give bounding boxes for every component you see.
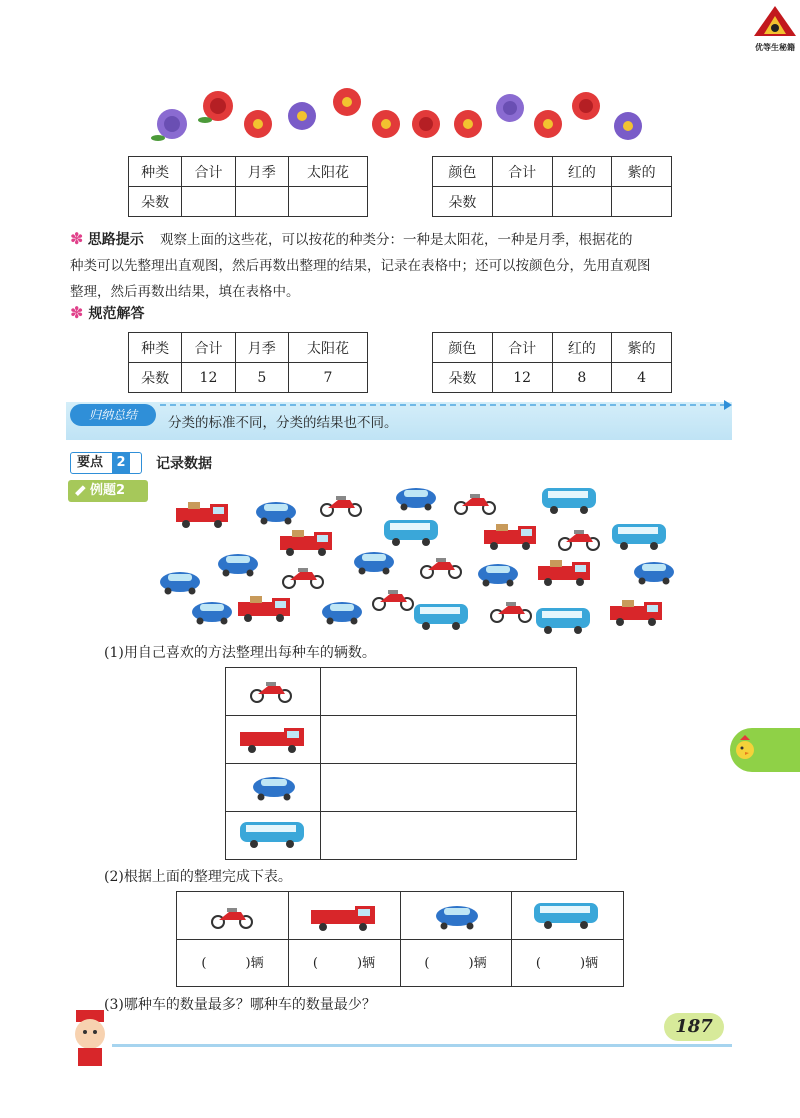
flower-red-rose: [198, 91, 233, 123]
flower-type-table: [128, 156, 368, 217]
truck-icon: [311, 900, 377, 932]
table-cell: 朵数: [433, 187, 493, 217]
car-icon: [435, 901, 479, 931]
summary-divider: [160, 404, 726, 406]
table-cell: 颜色: [433, 157, 493, 187]
motorcycle-icon: [211, 904, 255, 930]
motorcycle: [283, 568, 323, 588]
truck-icon: [240, 722, 306, 754]
car: [160, 572, 200, 595]
summary-text: 分类的标准不同，分类的结果也不同。: [168, 415, 398, 431]
table-cell: 颜色: [433, 333, 493, 363]
table-cell: 合计: [492, 157, 552, 187]
truck: [280, 530, 332, 556]
flower-red-sunflower: [333, 88, 361, 116]
logo-triangle-icon: [752, 4, 798, 38]
van: [384, 520, 438, 546]
van: [542, 488, 596, 514]
publisher-logo: [752, 4, 798, 50]
count-divider: [511, 892, 512, 986]
van: [536, 608, 590, 634]
keypoint-label: 要点: [70, 452, 142, 474]
sorting-row-line: [226, 715, 576, 716]
table-cell: 合计: [182, 157, 235, 187]
motorcycle: [559, 530, 599, 550]
flower-bullet-icon: ✽: [70, 303, 84, 322]
table-cell: 合计: [182, 333, 235, 363]
count-divider: [400, 892, 401, 986]
tip-line: 整理，然后再数出结果，填在表格中。: [70, 284, 300, 300]
car: [322, 602, 362, 625]
table-cell: 5: [235, 363, 288, 393]
sorting-row-line: [226, 763, 576, 764]
flower-bullet-icon: ✽: [70, 229, 84, 248]
tip-title: 思路提示: [87, 232, 144, 248]
van-icon: [240, 820, 306, 850]
truck: [538, 560, 590, 586]
car: [396, 488, 436, 511]
footer-line: [112, 1044, 732, 1047]
car: [192, 602, 232, 625]
count-blank[interactable]: ( )辆: [424, 956, 487, 971]
van: [414, 604, 468, 630]
table-cell[interactable]: [288, 187, 367, 217]
motorcycle: [373, 590, 413, 610]
table-cell: 红的: [552, 157, 612, 187]
truck: [238, 596, 290, 622]
truck: [610, 600, 662, 626]
flower-red-sunflower: [244, 110, 272, 138]
mascot-icon: [62, 1008, 118, 1068]
table-cell: 7: [288, 363, 367, 393]
car: [634, 562, 674, 585]
answer-type-table: [128, 332, 368, 393]
summary-label: 归纳总结: [70, 404, 156, 426]
example-label: 例题2: [68, 480, 148, 502]
page-number: 187: [664, 1013, 724, 1041]
table-cell: 太阳花: [288, 157, 367, 187]
table-cell: 8: [552, 363, 612, 393]
table-cell[interactable]: [612, 187, 672, 217]
flower-purple-rose: [496, 94, 524, 122]
motorcycle: [491, 602, 531, 622]
car-icon: [252, 772, 296, 802]
answer-color-table: [432, 332, 672, 393]
car: [256, 502, 296, 525]
motorcycle: [321, 496, 361, 516]
table-cell: 种类: [129, 333, 182, 363]
van-icon: [534, 901, 600, 931]
truck: [484, 524, 536, 550]
keypoint-title: 记录数据: [156, 456, 212, 472]
flower-purple-rose: [151, 109, 187, 141]
table-cell: 12: [492, 363, 552, 393]
table-cell: 月季: [235, 157, 288, 187]
flower-red-rose: [412, 110, 440, 138]
vehicle-scene: [160, 484, 680, 640]
tip-text: 观察上面的这些花，可以按花的种类分：一种是太阳花，一种是月季，根据花的: [160, 232, 633, 248]
table-cell: 12: [182, 363, 235, 393]
chick-icon: [734, 734, 756, 764]
car: [478, 564, 518, 587]
flower-red-sunflower: [454, 110, 482, 138]
question-2: (2)根据上面的整理完成下表。: [104, 869, 292, 885]
car: [218, 554, 258, 577]
flower-color-table: [432, 156, 672, 217]
question-3: (3)哪种车的数量最多？哪种车的数量最少？: [104, 997, 376, 1013]
count-blank[interactable]: ( )辆: [535, 956, 599, 971]
tip-paragraph: [70, 226, 730, 305]
table-cell[interactable]: [492, 187, 552, 217]
flower-red-sunflower: [534, 110, 562, 138]
motorcycle: [455, 494, 495, 514]
table-cell: 朵数: [129, 363, 182, 393]
table-cell: 红的: [552, 333, 612, 363]
count-table: [176, 891, 624, 987]
flower-red-sunflower: [372, 110, 400, 138]
count-blank[interactable]: ( )辆: [312, 956, 376, 971]
van: [612, 524, 666, 550]
question-1: (1)用自己喜欢的方法整理出每种车的辆数。: [104, 645, 376, 661]
table-cell: 朵数: [433, 363, 493, 393]
table-cell: 种类: [129, 157, 182, 187]
flower-red-rose: [572, 92, 600, 120]
flower-row: [150, 86, 650, 146]
logo-caption: 优等生秘籍: [755, 43, 795, 52]
table-cell: 合计: [492, 333, 552, 363]
flower-purple-sunflower: [288, 102, 316, 130]
car: [354, 552, 394, 575]
table-cell: 紫的: [612, 333, 672, 363]
pencil-icon: [72, 483, 88, 499]
table-cell: 太阳花: [288, 333, 367, 363]
table-cell[interactable]: [552, 187, 612, 217]
answer-heading: [70, 303, 145, 323]
table-cell: 紫的: [612, 157, 672, 187]
table-cell: 4: [612, 363, 672, 393]
tip-line: 种类可以先整理出直观图，然后再数出整理的结果，记录在表格中；还可以按颜色分，先用直观图: [70, 258, 651, 274]
truck: [176, 502, 228, 528]
table-cell[interactable]: [182, 187, 235, 217]
tip-line: [70, 226, 730, 253]
count-blank[interactable]: ( )辆: [201, 956, 264, 971]
flower-purple-sunflower: [614, 112, 642, 140]
keypoint-number: 2: [112, 452, 130, 474]
sorting-row-line: [226, 811, 576, 812]
count-divider: [288, 892, 289, 986]
motorcycle: [421, 558, 461, 578]
table-cell: 月季: [235, 333, 288, 363]
motorcycle-icon: [250, 678, 294, 704]
sorting-grid: [225, 667, 577, 860]
table-cell: 朵数: [129, 187, 182, 217]
table-cell[interactable]: [235, 187, 288, 217]
answer-title: 规范解答: [88, 306, 145, 322]
summary-band: [66, 402, 732, 440]
triangle-right-icon: [724, 400, 732, 410]
